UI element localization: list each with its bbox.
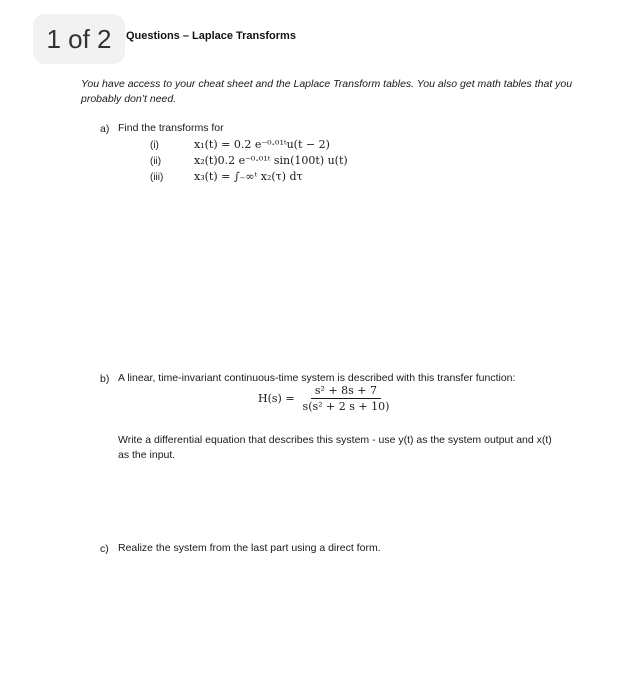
- page-indicator-text: 1 of 2: [46, 23, 112, 54]
- transfer-function: [258, 384, 393, 413]
- transfer-function-lhs: H(s) =: [258, 392, 295, 405]
- document-title: Questions – Laplace Transforms: [126, 30, 296, 42]
- part-b-instruction: Write a differential equation that describes this system - use y(t) as the system output and x(t) as the input.: [118, 434, 552, 461]
- item-ii-equation: x₂(t)0.2 e⁻⁰·⁰¹ᵗ sin(100t) u(t): [194, 154, 348, 167]
- item-i-equation: x₁(t) = 0.2 e⁻⁰·⁰¹ᵗu(t − 2): [194, 138, 330, 151]
- item-iii-equation: x₃(t) = ∫₋∞ᵗ x₂(τ) dτ: [194, 170, 303, 183]
- transfer-function-fraction: [299, 384, 394, 413]
- part-b-label: b): [100, 373, 110, 385]
- item-iii-number: (iii): [150, 172, 164, 183]
- intro-text: You have access to your cheat sheet and the Laplace Transform tables. You also get math tables that you probably don’t need.: [81, 78, 573, 105]
- part-c-text: Realize the system from the last part using a direct form.: [118, 542, 381, 554]
- part-a-label: a): [100, 123, 110, 135]
- part-a-text: Find the transforms for: [118, 122, 224, 134]
- part-c-label: c): [100, 543, 109, 555]
- page-indicator: [33, 14, 125, 64]
- transfer-function-denominator: s(s² + 2 s + 10): [302, 400, 390, 413]
- part-b-text: A linear, time-invariant continuous-time system is described with this transfer function:: [118, 372, 516, 384]
- transfer-function-numerator: s² + 8s + 7: [311, 384, 381, 399]
- item-ii-number: (ii): [150, 156, 162, 167]
- item-i-number: (i): [150, 140, 159, 151]
